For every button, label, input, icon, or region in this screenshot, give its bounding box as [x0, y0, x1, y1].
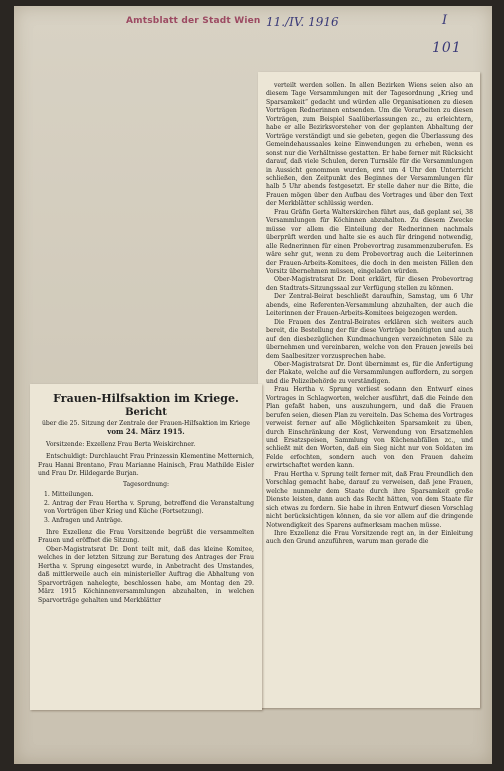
right-paragraph: Frau Hertha v. Sprung verliest sodann den Entwurf eines Vortrages in Schlagworten, welcher ausführt, daß die Feinde den Plan gefaßt haben, uns auszuhungern, und daß die Frauen berufen seien, diesen Plan zu vereiteln. Das Schema des Vortrages verweist ferner auf alle Möglichkeiten Sparsamkeit zu üben, durch Einschränkung der Kost, Verwendung von Ersatzmehlen und Ersatzspeisen, Sammlung von Küchenabfällen zc., und schließt mit den Worten, daß ein Sieg nicht nur von Soldaten im Felde erfochten, sondern auch von den Frauen daheim erwirtschaftet werden kann.	[266, 386, 473, 470]
agenda-heading: Tagesordnung:	[122, 480, 170, 488]
handwritten-date: 11./IV. 1916	[266, 15, 339, 29]
agenda-item: 3. Anfragen und Anträge.	[44, 516, 123, 524]
archive-stamp: Amtsblatt der Stadt Wien	[126, 16, 261, 26]
right-paragraph: Der Zentral-Beirat beschließt daraufhin, Samstag, um 6 Uhr abends, eine Referenten-Versammlung abzuhalten, der auch die Leiterinnen der Frauen-Arbeits-Komitees beigezogen werden.	[266, 293, 473, 318]
right-paragraph: Ihre Exzellenz die Frau Vorsitzende regt an, in der Einleitung auch den Grund anzuführen, warum man gerade die	[266, 530, 473, 546]
right-paragraph: Ober-Magistratsrat Dr. Dont erklärt, für diesen Probevortrag den Stadtrats-Sitzungssaal zur Verfügung stellen zu können.	[266, 276, 473, 292]
excused-line: Entschuldigt: Durchlaucht Frau Prinzessin Klementine Metternich, Frau Hanni Brentano, Frau Marianne Hainisch, Frau Mathilde Eisler und Frau Dr. Hildegarde Burjan.	[38, 453, 254, 478]
left-paragraph: Ihre Exzellenz die Frau Vorsitzende begrüßt die versammelten Frauen und eröffnet die Sitzung.	[38, 528, 254, 545]
left-newspaper-clipping	[30, 384, 262, 710]
right-paragraph: verteilt werden sollen. In allen Bezirken Wiens seien also an diesem Tage Versammlungen mit der Tagesordnung „Krieg und Sparsamkeit“ gedacht und würden alle Organisationen zu diesen Vorträgen Rednerinnen entsenden. Um die Vorarbeiten zu diesen Vorträgen, zum Beispiel Saalüberlassungen zc., zu erleichtern, habe er alle Bezirksvorsteher von der geplanten Abhaltung der Vorträge verständigt und sie gebeten, gegen die Überlassung des Gemeindehaussaales keine Einwendungen zu erheben, wenn es sonst nur die Verhältnisse gestatten. Er habe ferner mit Rücksicht darauf, daß viele Schulen, deren Turnsäle für die Versammlungen in Aussicht genommen wurden, erst um 4 Uhr den Unterricht schließen, den Zeitpunkt des Beginnes der Versammlungen für halb 5 Uhr abends festgesetzt. Er stelle daher nur die Bitte, die Frauen mögen über den Aufbau des Vortrages und über den Text der Merkblätter schlüssig werden.	[266, 82, 473, 208]
agenda-item: 1. Mitteilungen.	[44, 491, 94, 499]
session-date: vom 24. März 1915.	[107, 427, 185, 437]
article-heading: Bericht	[125, 407, 167, 418]
page-number: 101	[432, 40, 462, 56]
sheet-number: I	[442, 13, 448, 28]
right-paragraph: Frau Hertha v. Sprung teilt ferner mit, daß Frau Freundlich den Vorschlag gemacht habe, darauf zu verweisen, daß jene Frauen, welche nunmehr dem Staate durch ihre Sparsamkeit große Dienste leisten, dann auch das Recht hätten, von dem Staate für sich etwas zu fordern. Sie habe in ihren Entwurf diesen Vorschlag nicht berücksichtigen können, da sie vor allem auf die dringende Notwendigkeit des Sparens aufmerksam machen müsse.	[266, 470, 473, 529]
agenda-item: 2. Antrag der Frau Hertha v. Sprung, betreffend die Veranstaltung von Vorträgen über Krieg und Küche (Fortsetzung).	[44, 499, 254, 516]
article-title: Frauen-Hilfsaktion im Kriege.	[53, 392, 239, 405]
right-paragraph: Ober-Magistratsrat Dr. Dont übernimmt es, für die Anfertigung der Plakate, welche auf die Versammlungen auffordern, zu sorgen und die Polizeibehörde zu verständigen.	[266, 360, 473, 385]
article-subtitle: über die 25. Sitzung der Zentrale der Frauen-Hilfsaktion im Kriege	[41, 420, 251, 427]
right-newspaper-clipping	[258, 72, 480, 708]
chair-line: Vorsitzende: Exzellenz Frau Berta Weiskirchner.	[46, 440, 196, 448]
right-paragraph: Die Frauen des Zentral-Beirates erklären sich weiters auch bereit, die Bestellung der für diese Vorträge benötigten und auch auf den diesbezüglichen Kundmachungen verzeichneten Säle zu übernehmen und vereinbaren, welche von den Frauen jeweils bei dem Saalbesitzer vorzusprechen habe.	[266, 318, 473, 360]
left-paragraph: Ober-Magistratsrat Dr. Dont teilt mit, daß das kleine Komitee, welches in der letzten Sitzung zur Beratung des Antrages der Frau Hertha v. Sprung eingesetzt wurde, in Anbetracht des Umstandes, daß mittlerweile auch ein ministerieller Auftrag die Abhaltung von Sparvorträgen nahelegte, beschlossen habe, am Montag den 29. März 1915 Köchinnenversammlungen abzuhalten, in welchen Sparvorträge gehalten und Merkblätter	[38, 545, 254, 604]
right-paragraph: Frau Gräfin Gerta Walterskirchen führt aus, daß geplant sei, 38 Versammlungen für Köchinnen abzuhalten. Zu diesem Zwecke müsse vor allem die Einteilung der Rednerinnen nachmals überprüft werden und halte sie es auch für dringend notwendig, alle Rednerinnen für einen Probevortrag zusammenzuberufen. Es wäre sehr gut, wenn zu dem Probevortrag auch die Leiterinnen der Frauen-Arbeits-Komitees, die doch in den meisten Fällen den Vorsitz übernehmen müssen, eingeladen würden.	[266, 208, 473, 275]
